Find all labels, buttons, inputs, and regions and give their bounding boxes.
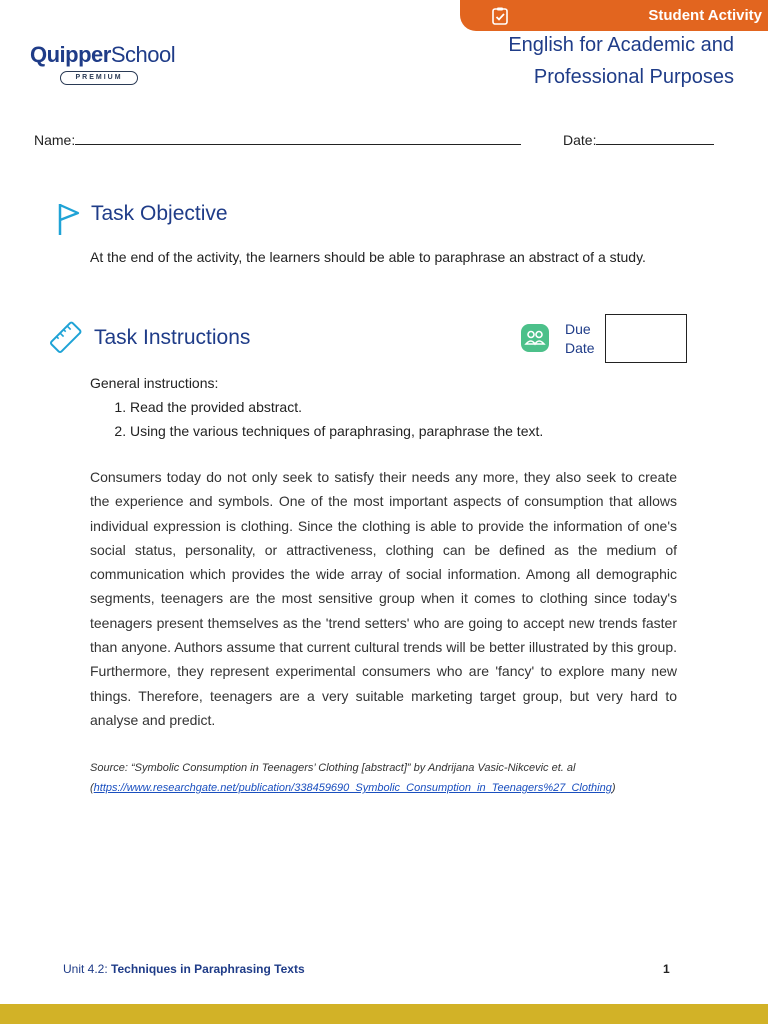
logo-text-school: School bbox=[110, 42, 176, 67]
bottom-bar bbox=[0, 1004, 768, 1024]
list-item: 1. Read the provided abstract. bbox=[130, 395, 543, 419]
clipboard-check-icon bbox=[490, 6, 510, 31]
name-label: Name: bbox=[34, 132, 76, 148]
page-title-line1: English for Academic and bbox=[508, 34, 734, 56]
due-date-box[interactable] bbox=[605, 314, 687, 363]
source-link[interactable]: https://www.researchgate.net/publication/338459690_Symbolic_Consumption_in_Teenagers%27_Clothing bbox=[93, 782, 612, 794]
quipper-school-logo bbox=[30, 42, 175, 85]
logo-text-quipper: Quipper bbox=[30, 42, 111, 67]
badge-label: Student Activity bbox=[648, 7, 762, 24]
objective-text: At the end of the activity, the learners should be able to paraphrase an abstract of a study. bbox=[90, 249, 646, 265]
date-field[interactable] bbox=[563, 130, 714, 148]
name-line[interactable] bbox=[75, 130, 521, 145]
date-line[interactable] bbox=[596, 130, 714, 145]
task-objective-heading: Task Objective bbox=[91, 202, 228, 225]
source-close-paren: ) bbox=[611, 782, 616, 794]
page-title bbox=[508, 29, 734, 93]
task-instructions-heading: Task Instructions bbox=[94, 326, 251, 349]
instructions-intro: General instructions: bbox=[90, 375, 219, 391]
source-text: Source: “Symbolic Consumption in Teenagers’ Clothing [abstract]” by Andrijana Vasic-Nikcevic et. al bbox=[90, 762, 576, 774]
abstract-text: Consumers today do not only seek to satisfy their needs any more, they also seek to create the experience and symbols. One of the most important aspects of consumption that allows individual expression is clothing. Since the clothing is able to provide the information of one's social status, personality, or attractiveness, clothing can be defined as the medium of communication which provides the wide array of social information. Among all demographic segments, teenagers are the most sensitive group when it comes to clothing since today's teenagers present themselves as the 'trend setters' who are going to accept new trends faster than anyone. Authors assume that current cultural trends will be better illustrated by this group. Furthermore, they represent experimental consumers who are 'fancy' to explore many new things. Therefore, teenagers are a very suitable marketing target group, but very hard to analyse and predict. bbox=[90, 469, 677, 728]
list-item: 2. Using the various techniques of paraphrasing, paraphrase the text. bbox=[130, 419, 543, 443]
page-title-line2: Professional Purposes bbox=[533, 66, 734, 88]
footer-unit-title: Techniques in Paraphrasing Texts bbox=[111, 962, 305, 976]
due-date-label-line2: Date bbox=[565, 340, 595, 356]
name-field[interactable] bbox=[34, 130, 521, 148]
due-date-label bbox=[565, 320, 595, 358]
footer-unit-prefix: Unit 4.2: bbox=[63, 962, 112, 976]
date-label: Date: bbox=[563, 132, 597, 148]
student-activity-badge bbox=[460, 0, 768, 31]
source-open-paren: ( bbox=[90, 782, 94, 794]
group-icon bbox=[521, 324, 549, 357]
source-citation bbox=[90, 758, 616, 798]
instructions-list bbox=[90, 395, 543, 443]
logo-tier: PREMIUM bbox=[60, 71, 138, 85]
general-instructions bbox=[90, 371, 543, 443]
pencil-ruler-icon bbox=[47, 320, 83, 361]
footer-unit bbox=[63, 962, 305, 976]
page-number: 1 bbox=[663, 962, 670, 976]
due-date-label-line1: Due bbox=[565, 321, 591, 337]
flag-icon bbox=[57, 202, 81, 241]
